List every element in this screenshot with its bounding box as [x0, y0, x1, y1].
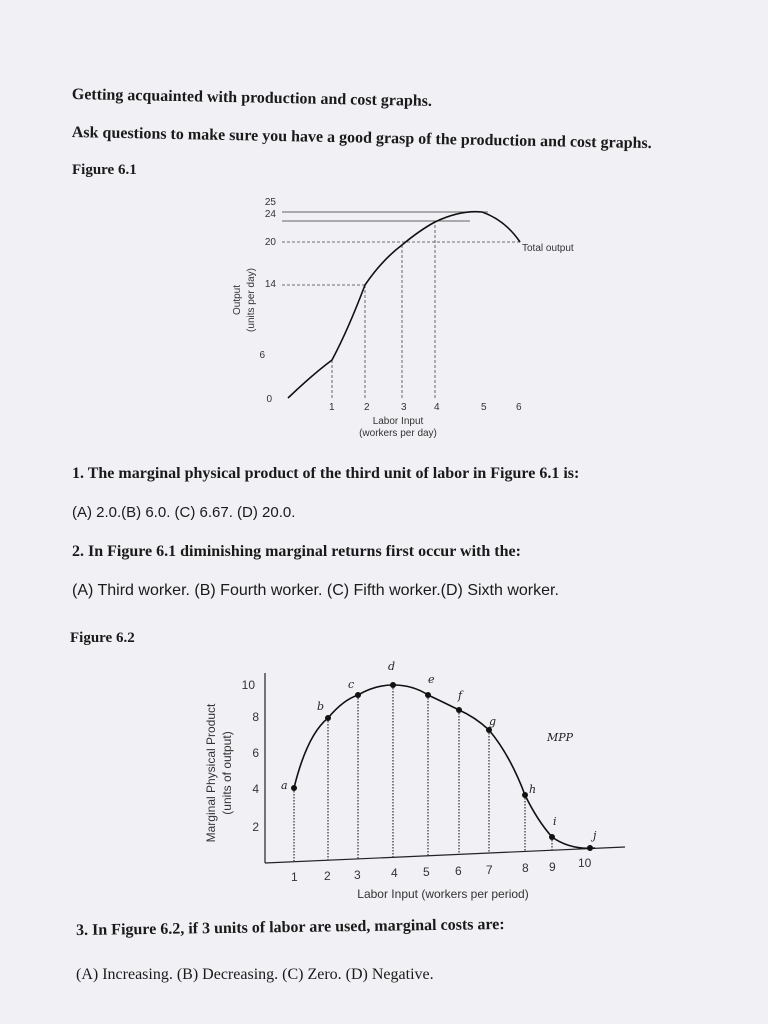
x-tick-3: 3: [354, 868, 361, 882]
y-tick-24: 24: [264, 209, 276, 220]
question-3-options: (A) Increasing. (B) Decreasing. (C) Zero. (D) Negative.: [76, 966, 434, 983]
total-output-curve: [288, 212, 520, 398]
point-f: [456, 707, 462, 713]
y-tick-14: 14: [264, 279, 276, 290]
figure-6-1-label: Figure 6.1: [72, 162, 137, 178]
point-label-b: b: [317, 700, 325, 713]
y-tick-25: 25: [264, 197, 276, 208]
y-axis-label-line2: (units per day): [246, 268, 257, 332]
question-3: 3. In Figure 6.2, if 3 units of labor are used, marginal costs are:: [76, 916, 505, 939]
question-1-options: (A) 2.0.(B) 6.0. (C) 6.67. (D) 20.0.: [72, 504, 296, 521]
mpp-label: MPP: [547, 731, 574, 744]
x-tick-4: 4: [391, 866, 398, 880]
x-tick-2: 2: [324, 869, 331, 883]
x-tick-8: 8: [522, 861, 529, 875]
point-d: [390, 682, 396, 688]
y-axis-label-line1: Output: [232, 284, 243, 316]
x-tick-10: 10: [578, 856, 592, 870]
point-b: [325, 715, 331, 721]
y-tick-2: 2: [252, 820, 259, 834]
y-tick-6: 6: [259, 350, 265, 361]
point-label-h: h: [529, 783, 537, 796]
question-2: 2. In Figure 6.1 diminishing marginal returns first occur with the:: [72, 543, 521, 560]
x-tick-9: 9: [549, 860, 556, 874]
point-label-e: e: [428, 673, 435, 686]
y-tick-4: 4: [252, 782, 259, 796]
x-axis-label-line2: (workers per day): [359, 428, 437, 439]
point-label-g: g: [489, 715, 497, 728]
mpp-curve: [294, 685, 595, 848]
y-axis-label-line2: (units of output): [220, 731, 234, 815]
point-c: [355, 692, 361, 698]
x-tick-1: 1: [291, 870, 298, 884]
point-a: [291, 785, 297, 791]
x-tick-4: 4: [434, 402, 440, 413]
point-label-j: j: [593, 829, 597, 842]
x-tick-5: 5: [481, 402, 487, 413]
point-label-i: i: [553, 815, 557, 828]
figure-6-1-chart: [220, 190, 600, 450]
point-label-c: c: [348, 678, 355, 691]
x-tick-1: 1: [329, 402, 335, 413]
worksheet-title: Getting acquainted with production and cost graphs.: [71, 86, 433, 110]
y-axis-label-line1: Marginal Physical Product: [204, 703, 218, 843]
worksheet-instruction: Ask questions to make sure you have a good grasp of the production and cost graphs.: [71, 124, 652, 153]
y-tick-20: 20: [264, 237, 276, 248]
x-tick-5: 5: [423, 865, 430, 879]
question-1: 1. The marginal physical product of the third unit of labor in Figure 6.1 is:: [72, 465, 580, 482]
y-tick-6: 6: [252, 746, 259, 760]
point-label-d: d: [388, 660, 396, 673]
x-tick-7: 7: [486, 863, 493, 877]
point-i: [549, 834, 555, 840]
x-tick-6: 6: [455, 864, 462, 878]
point-e: [425, 692, 431, 698]
point-h: [522, 792, 528, 798]
point-label-f: f: [458, 689, 463, 702]
point-label-a: a: [281, 779, 288, 792]
x-tick-3: 3: [401, 402, 407, 413]
x-tick-6: 6: [516, 402, 522, 413]
point-j: [587, 845, 593, 851]
y-tick-10: 10: [241, 678, 255, 692]
x-axis-label-line1: Labor Input: [372, 416, 424, 427]
figure-6-2-chart: [195, 655, 635, 905]
y-tick-0: 0: [266, 394, 272, 405]
y-tick-8: 8: [252, 710, 259, 724]
x-axis-label: Labor Input (workers per period): [357, 887, 529, 901]
x-axis: [265, 847, 625, 863]
x-tick-2: 2: [364, 402, 370, 413]
figure-6-2-label: Figure 6.2: [70, 630, 135, 646]
question-2-options: (A) Third worker. (B) Fourth worker. (C) Fifth worker.(D) Sixth worker.: [72, 582, 559, 599]
total-output-label: Total output: [522, 243, 574, 254]
